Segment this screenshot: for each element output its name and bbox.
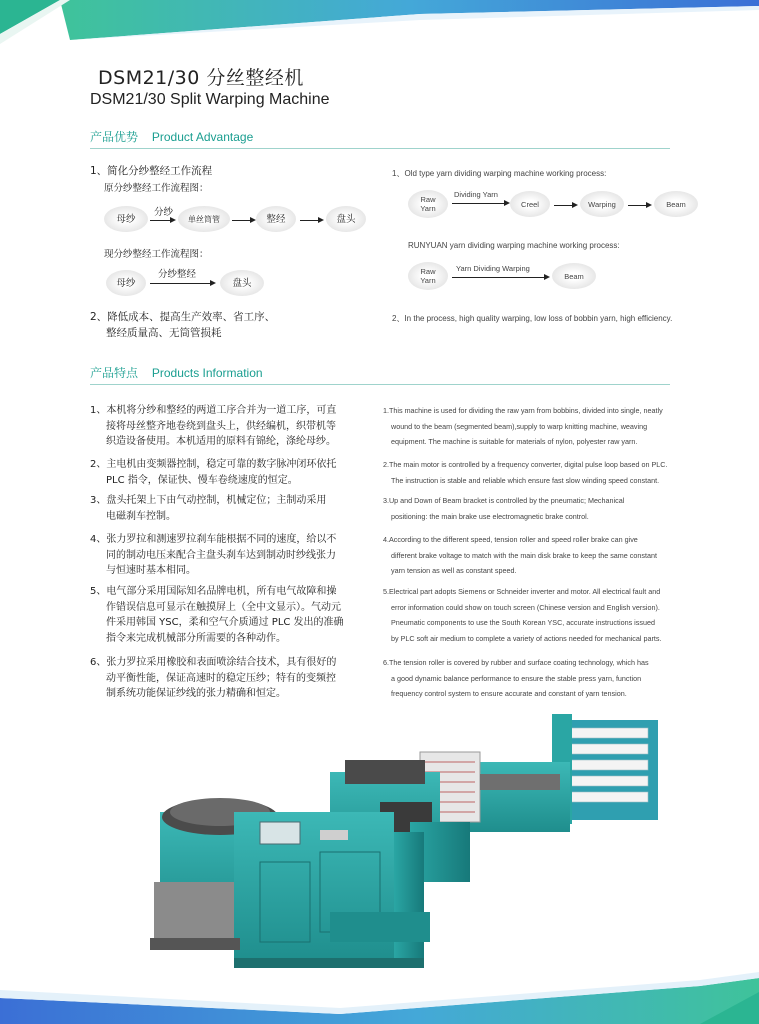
flow-node: Beam <box>552 263 596 289</box>
info-divider <box>90 384 670 385</box>
flow-arrow <box>452 277 548 278</box>
flow-arrow-label: Dividing Yarn <box>454 190 498 199</box>
feature-line: 6、张力罗拉采用橡胶和表面喷涂结合技术，具有很好的 <box>90 657 337 668</box>
advantage-item1-cn: 1、简化分纱整经工作流程 <box>90 165 213 177</box>
flow-arrow <box>150 283 214 284</box>
flow-arrow-label: 分纱 <box>154 207 174 218</box>
feature-item-cn <box>90 493 360 524</box>
feature-item-cn <box>90 403 360 450</box>
feature-line: wound to the beam (segmented beam),supply to warp knitting machine, weaving <box>391 421 648 431</box>
feature-line: 2、主电机由变频器控制，稳定可靠的数字脉冲闭环依托 <box>90 459 337 470</box>
flow-node: Raw Yarn <box>408 190 448 218</box>
feature-line: 4、张力罗拉和测速罗拉刹车能根据不同的速度，给以不 <box>90 534 337 545</box>
feature-item-en <box>383 584 705 646</box>
info-heading <box>90 364 263 381</box>
feature-item-en <box>383 403 705 450</box>
feature-item-cn <box>90 655 360 702</box>
flow-node: Creel <box>510 191 550 217</box>
flow-node: Beam <box>654 191 698 217</box>
split-warping-machine-icon <box>150 712 670 982</box>
feature-line: 1.This machine is used for dividing the raw yarn from bobbins, divided into single, neatly <box>383 406 663 415</box>
advantage-heading-cn: 产品优势 <box>90 130 139 144</box>
advantage-heading-en: Product Advantage <box>151 130 254 144</box>
new-flow-cn-label: 现分纱整经工作流程图： <box>104 249 209 260</box>
feature-line: 6.The tension roller is covered by rubber and surface coating technology, which has <box>383 658 649 667</box>
advantage-item2-cn-line1: 2、降低成本、提高生产效率、省工序、 <box>90 311 276 323</box>
feature-line: Pneumatic components to use the South Korean YSC, accurate instructions issued <box>391 618 655 627</box>
page-title-cn: DSM21/30 分丝整经机 <box>98 67 304 89</box>
new-flow-en-label: RUNYUAN yarn dividing warping machine working process: <box>408 241 620 250</box>
feature-line: 3、盘头托架上下由气动控制，机械定位；主制动采用 <box>90 495 327 506</box>
machine-illustration <box>150 712 670 982</box>
feature-line: 制系统功能保证纱线的张力精确和恒定。 <box>106 688 286 699</box>
feature-item-en <box>383 532 705 579</box>
advantage-item2-cn-line2: 整经质量高、无筒管损耗 <box>106 327 222 339</box>
flow-arrow <box>232 220 254 221</box>
feature-line: The instruction is stable and reliable which ensure fast slow winding speed constant. <box>391 475 660 485</box>
feature-item-cn <box>90 532 360 579</box>
feature-line: a good dynamic balance performance to ensure the stable press yarn, function <box>391 673 642 683</box>
flow-arrow <box>150 220 174 221</box>
feature-line: 接将母丝整齐地卷绕到盘头上，供经编机，织带机等 <box>106 420 336 432</box>
flow-node: 母纱 <box>104 206 148 232</box>
flow-arrow <box>554 205 576 206</box>
feature-item-en <box>383 655 705 702</box>
flow-node: 母纱 <box>106 270 146 296</box>
info-heading-en: Products Information <box>151 366 263 380</box>
advantage-item1-en: 1、Old type yarn dividing warping machine working process: <box>392 169 607 178</box>
flow-node: 单丝筒管 <box>178 206 230 232</box>
old-flow-cn-label: 原分纱整经工作流程图： <box>104 183 209 194</box>
feature-line: yarn tension as well as constant speed. <box>391 566 517 575</box>
feature-item-cn <box>90 457 360 488</box>
info-heading-cn: 产品特点 <box>90 366 139 380</box>
feature-line: 5.Electrical part adopts Siemens or Schneider inverter and motor. All electrical fault and <box>383 587 661 596</box>
feature-line: different brake voltage to match with the main disk brake to keep the same constant <box>391 550 657 560</box>
feature-line: 织造设备使用。本机适用的原料有锦纶，涤纶母纱。 <box>106 436 336 447</box>
flow-arrow-label: Yarn Dividing Warping <box>456 264 530 273</box>
flow-arrow <box>452 203 508 204</box>
flow-node: Raw Yarn <box>408 262 448 290</box>
feature-line: 3.Up and Down of Beam bracket is controlled by the pneumatic; Mechanical <box>383 496 625 505</box>
flow-arrow <box>300 220 322 221</box>
bottom-band <box>0 962 759 1024</box>
feature-line: 5、电气部分采用国际知名品牌电机，所有电气故障和操 <box>90 586 337 597</box>
flow-node: Warping <box>580 191 624 217</box>
feature-line: 动平衡性能，保证高速时的稳定压纱；特有的变频控 <box>106 672 336 684</box>
feature-line: 件采用韩国 YSC，柔和空气介质通过 PLC 发出的准确 <box>106 617 344 628</box>
feature-item-cn <box>90 584 360 646</box>
feature-line: 同的制动电压来配合主盘头刹车达到制动时纱线张力 <box>106 549 336 561</box>
feature-line: by PLC soft air medium to complete a variety of actions needed for mechanical parts. <box>391 633 662 643</box>
feature-line: 电磁刹车控制。 <box>106 510 176 522</box>
feature-line: error information could show on touch screen (Chinese version and English version). <box>391 602 660 612</box>
feature-item-en <box>383 457 705 488</box>
advantage-divider <box>90 148 670 149</box>
advantage-item2-en: 2、In the process, high quality warping, low loss of bobbin yarn, high efficiency. <box>392 314 673 323</box>
flow-node: 整经 <box>256 206 296 232</box>
flow-arrow <box>628 205 650 206</box>
flow-arrow-label: 分纱整经 <box>158 269 197 280</box>
feature-line: 作错误信息可显示在触摸屏上（全中文显示）。气动元 <box>106 601 341 613</box>
feature-line: 与恒速时基本相同。 <box>106 565 196 576</box>
feature-line: 1、本机将分纱和整经的两道工序合并为一道工序，可直 <box>90 405 337 416</box>
feature-line: equipment. The machine is suitable for materials of nylon, polyester raw yarn. <box>391 437 638 446</box>
feature-line: positioning: the main brake use electromagnetic brake control. <box>391 511 589 521</box>
top-band <box>0 0 759 60</box>
feature-line: frequency control system to ensure accurate and constant of yarn tension. <box>391 689 627 698</box>
flow-node: 盘头 <box>326 206 366 232</box>
feature-line: PLC 指令，保证快、慢车卷绕速度的恒定。 <box>106 474 298 486</box>
feature-line: 4.According to the different speed, tension roller and speed roller brake can give <box>383 535 638 544</box>
feature-line: 2.The main motor is controlled by a frequency converter, digital pulse loop based on PLC. <box>383 460 668 469</box>
feature-line: 指令来完成机械部分所需要的各种动作。 <box>106 632 286 644</box>
page-title-en: DSM21/30 Split Warping Machine <box>90 91 330 108</box>
advantage-heading <box>90 128 253 145</box>
feature-item-en <box>383 493 705 524</box>
flow-node: 盘头 <box>220 270 264 296</box>
